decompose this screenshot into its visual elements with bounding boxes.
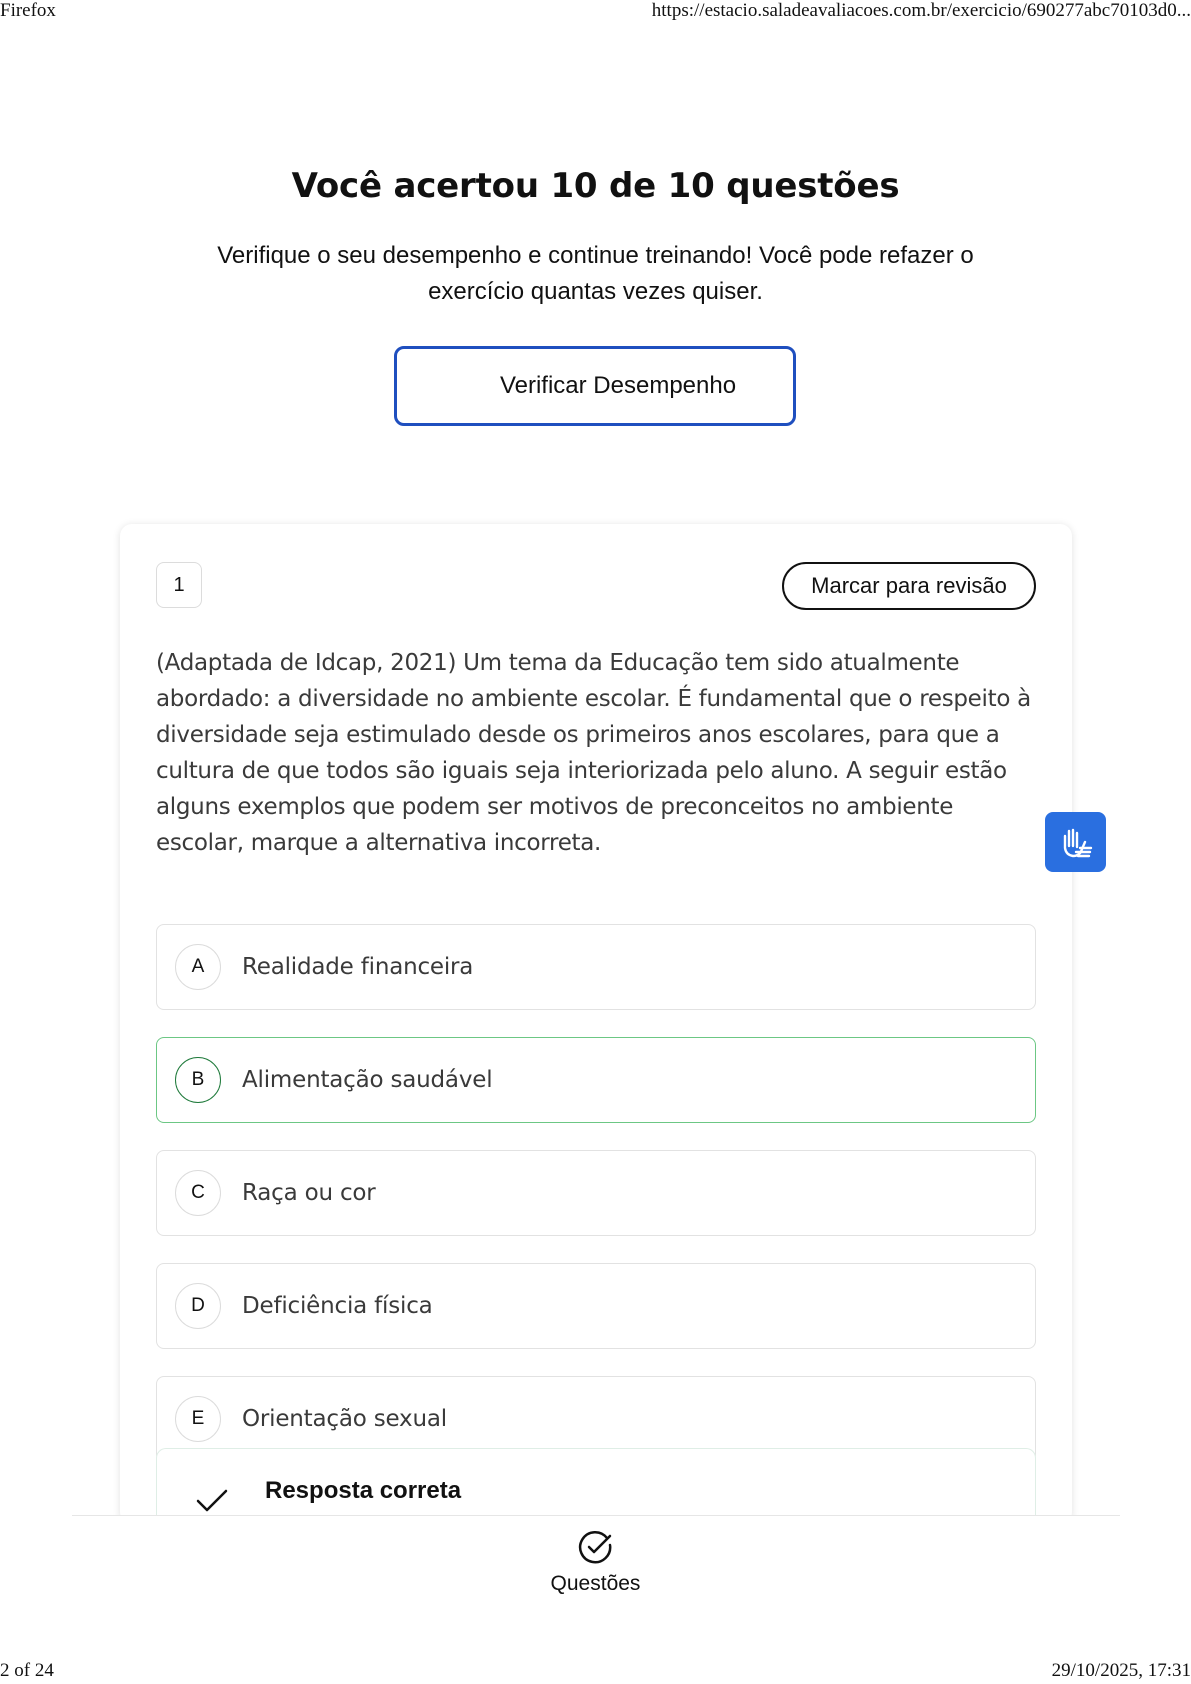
- verify-performance-button[interactable]: [394, 346, 796, 426]
- answer-feedback-box: [156, 1448, 1036, 1518]
- check-circle-icon[interactable]: [577, 1528, 615, 1566]
- sign-language-icon: [1056, 822, 1096, 862]
- print-header-url: https://estacio.saladeavaliacoes.com.br/exercicio/690277abc70103d0...: [651, 0, 1191, 21]
- result-subtitle: Verifique o seu desempenho e continue treinando! Você pode refazer o exercício quantas vezes quiser.: [217, 242, 974, 305]
- option-a[interactable]: [156, 924, 1036, 1010]
- mark-for-review-button[interactable]: [782, 562, 1036, 610]
- option-text: Alimentação saudável: [242, 1067, 493, 1093]
- answer-feedback-title: Resposta correta: [265, 1477, 462, 1504]
- option-b[interactable]: [156, 1037, 1036, 1123]
- option-text: Orientação sexual: [242, 1406, 447, 1432]
- option-text: Raça ou cor: [242, 1180, 376, 1206]
- option-letter: E: [175, 1396, 221, 1442]
- mark-for-review-label: Marcar para revisão: [811, 573, 1007, 598]
- option-letter: B: [175, 1057, 221, 1103]
- verify-performance-label: Verificar Desempenho: [499, 372, 737, 399]
- questions-nav-label[interactable]: Questões: [550, 1572, 641, 1595]
- option-text: Deficiência física: [242, 1293, 433, 1319]
- option-d[interactable]: [156, 1263, 1036, 1349]
- sign-language-button[interactable]: [1045, 812, 1106, 872]
- result-title: Você acertou 10 de 10 questões: [291, 166, 900, 206]
- print-footer-page: 2 of 24: [0, 1660, 54, 1681]
- print-footer-date: 29/10/2025, 17:31: [1051, 1660, 1191, 1681]
- checkmark-icon: [195, 1487, 229, 1515]
- question-number: 1: [156, 562, 202, 608]
- option-c[interactable]: [156, 1150, 1036, 1236]
- option-text: Realidade financeira: [242, 954, 474, 980]
- option-letter: D: [175, 1283, 221, 1329]
- option-letter: C: [175, 1170, 221, 1216]
- option-letter: A: [175, 944, 221, 990]
- question-text: (Adaptada de Idcap, 2021) Um tema da Educação tem sido atualmente abordado: a diversidade no ambiente escolar. É fundamental que o respeito à diversidade seja estimulado desde os primeiros anos escolares, para que a cultura de que todos são iguais seja interiorizada pelo aluno. A seguir estão alguns exemplos que podem ser motivos de preconceitos no ambiente escolar, marque a alternativa incorreta.: [156, 650, 1031, 856]
- print-header-browser: Firefox: [0, 0, 56, 21]
